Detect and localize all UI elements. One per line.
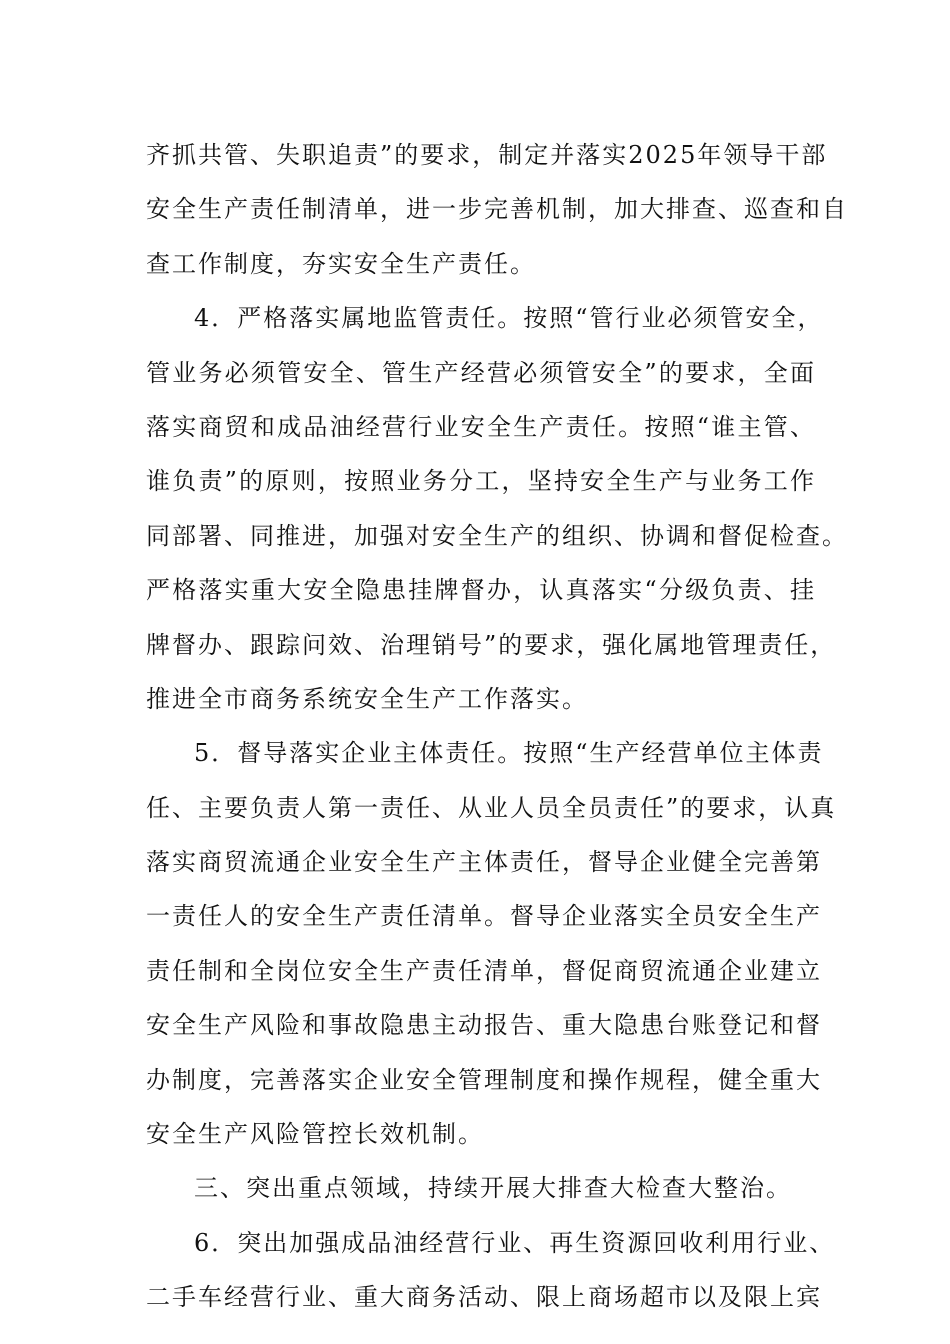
text-line: 责任制和全岗位安全生产责任清单，督促商贸流通企业建立 (146, 956, 822, 985)
text-line: 4．严格落实属地监管责任。按照“管行业必须管安全， (194, 304, 824, 333)
text-line: 安全生产风险和事故隐患主动报告、重大隐患台账登记和督 (146, 1011, 822, 1040)
text-line: 落实商贸流通企业安全生产主体责任，督导企业健全完善第 (146, 848, 822, 877)
text-line: 二手车经营行业、重大商务活动、限上商场超市以及限上宾 (146, 1283, 822, 1312)
text-line: 三、突出重点领域，持续开展大排查大检查大整治。 (194, 1174, 792, 1203)
text-line: 5．督导落实企业主体责任。按照“生产经营单位主体责 (194, 739, 824, 768)
text-line: 同部署、同推进，加强对安全生产的组织、协调和督促检查。 (146, 521, 848, 550)
text-line: 齐抓共管、失职追责”的要求，制定并落实2025年领导干部 (146, 141, 828, 169)
text-line: 推进全市商务系统安全生产工作落实。 (146, 684, 588, 713)
text-line: 一责任人的安全生产责任清单。督导企业落实全员安全生产 (146, 902, 822, 931)
document-body (146, 128, 848, 1325)
text-line: 安全生产风险管控长效机制。 (146, 1120, 484, 1149)
text-line: 落实商贸和成品油经营行业安全生产责任。按照“谁主管、 (146, 412, 816, 441)
text-line: 管业务必须管安全、管生产经营必须管安全”的要求，全面 (146, 358, 816, 387)
text-line: 查工作制度，夯实安全生产责任。 (146, 249, 536, 278)
text-line: 办制度，完善落实企业安全管理制度和操作规程，健全重大 (146, 1065, 822, 1094)
text-line: 6．突出加强成品油经营行业、再生资源回收利用行业、 (194, 1228, 836, 1257)
text-line: 任、主要负责人第一责任、从业人员全员责任”的要求，认真 (146, 793, 837, 822)
text-line: 谁负责”的原则，按照业务分工，坚持安全生产与业务工作 (146, 467, 816, 496)
text-line: 严格落实重大安全隐患挂牌督办，认真落实“分级负责、挂 (146, 576, 816, 605)
text-line: 安全生产责任制清单，进一步完善机制，加大排查、巡查和自 (146, 195, 848, 224)
text-line: 牌督办、跟踪问效、治理销号”的要求，强化属地管理责任， (146, 630, 837, 659)
